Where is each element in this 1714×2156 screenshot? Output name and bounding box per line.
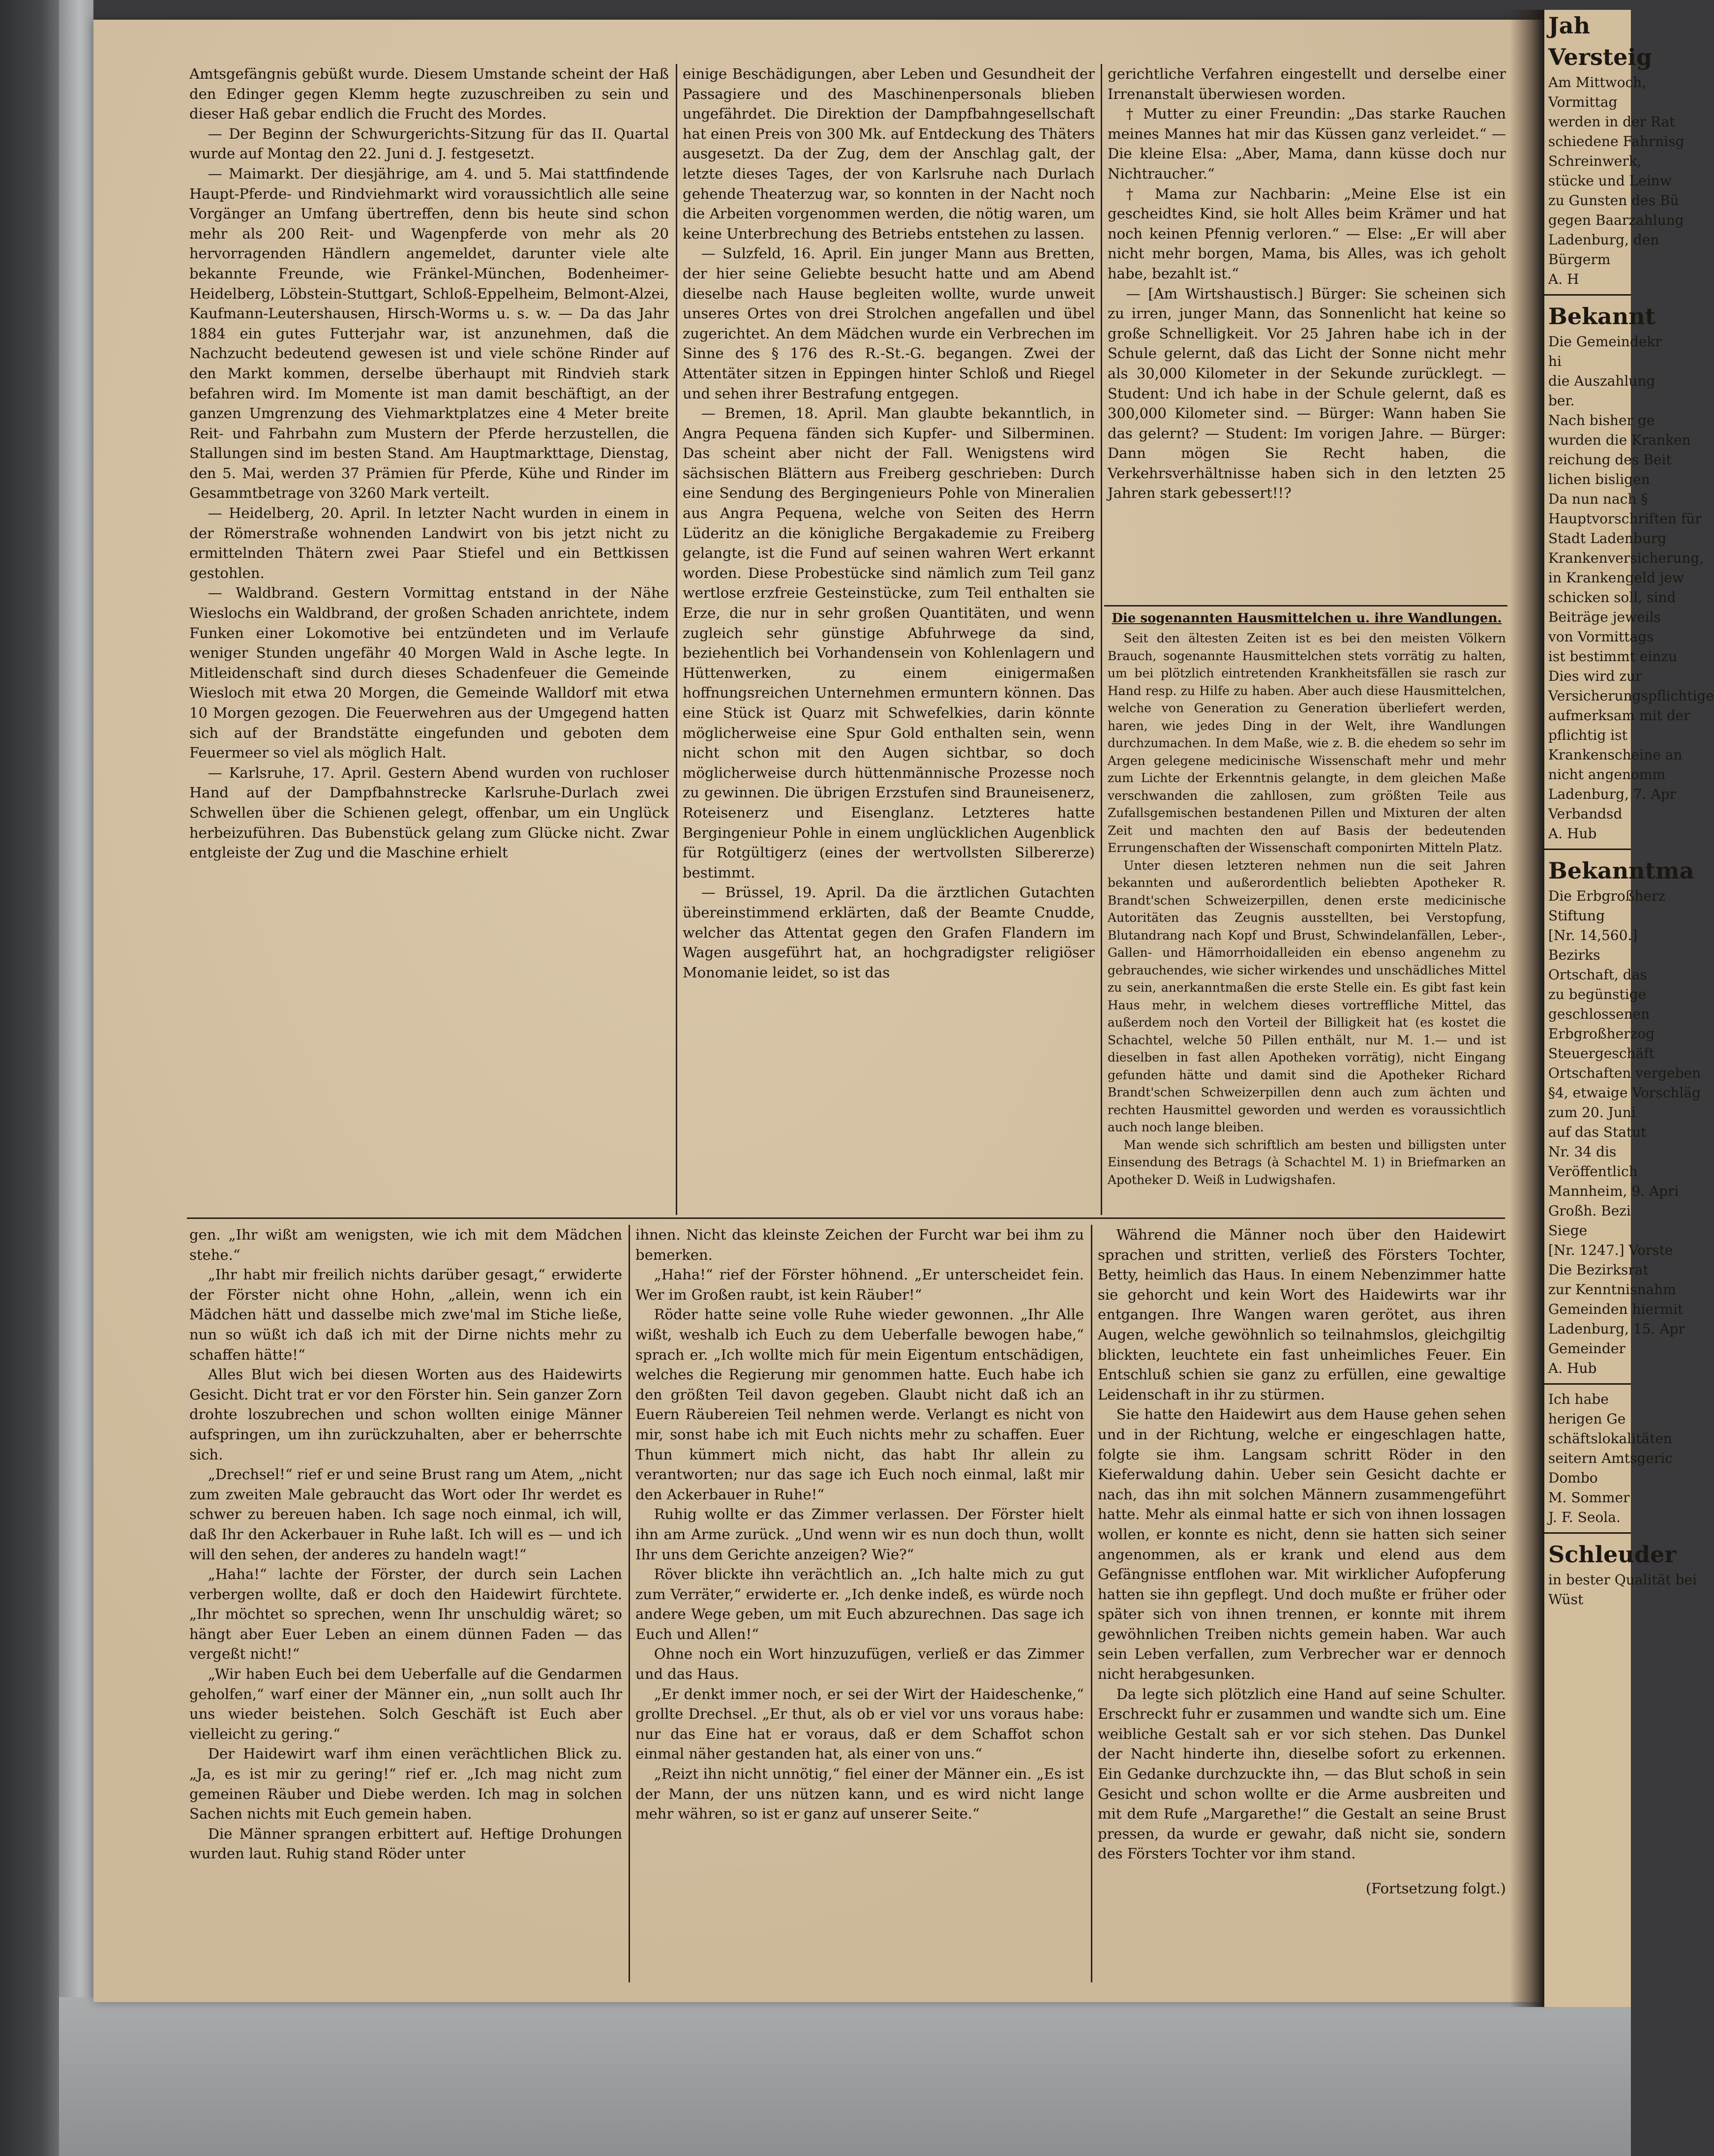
paragraph: — Maimarkt. Der diesjährige, am 4. und 5. Mai stattfindende Haupt-Pferde- und Rindviehmarkt wird voraussichtlich alle seine Vorgänger an Umfang übertreffen, denn bis heute sind schon mehr als 200 Reit- und Wagenpferde von mehr als 20 hervorragenden Händlern angemeldet, darunter viele alte bekannte Freunde, wie Fränkel-München, Bodenheimer-Heidelberg, Löbstein-Stuttgart, Schloß-Eppelheim, Belmont-Alzei, Kaufmann-Leutershausen, Hirsch-Worms u. s. w. — Da das Jahr 1884 ein gutes Futterjahr war, ist anzunehmen, daß die Nachzucht bedeutend gewesen ist und viele schöne Rinder auf den Markt kommen, derselbe überhaupt mit Rindvieh stark befahren wird. Im Momente ist man damit beschäftigt, an der ganzen Umgrenzung des Viehmarktplatzes eine 4 Meter breite Reit- und Fahrbahn zum Mustern der Pferde herzustellen, die Stallungen sind im besten Stand. Am Hauptmarkttage, Dienstag, den 5. Mai, werden 37 Prämien für Pferde, Kühe und Rinder im Gesammtbetrage von 3260 Mark verteilt.: [189, 165, 669, 502]
fragment-line: Schleuder: [1548, 1541, 1677, 1568]
fragment-line: Steuergeschäft: [1548, 1045, 1654, 1062]
fragment-line: Krankenscheine an: [1548, 747, 1683, 763]
fragment-line: Schreinwerk,: [1548, 153, 1642, 169]
paragraph: Alles Blut wich bei diesen Worten aus des Haidewirts Gesicht. Dicht trat er vor den Förster hin. Sein ganzer Zorn drohte loszubrechen und schon wollten einige Männer aufspringen, um ihn zurückzuhalten, aber er beherrschte sich.: [189, 1366, 622, 1463]
fragment-line: Bekanntma: [1548, 857, 1694, 884]
continued-note: (Fortsetzung folgt.): [1365, 1880, 1506, 1897]
paragraph: „Haha!“ rief der Förster höhnend. „Er unterscheidet fein. Wer im Großen raubt, ist kein Räuber!“: [635, 1266, 1084, 1303]
fragment-line: Ortschaft, das: [1548, 967, 1647, 983]
fragment-line: werden in der Rat: [1548, 114, 1675, 130]
paragraph: „Wir haben Euch bei dem Ueberfalle auf die Gendarmen geholfen,“ warf einer der Männer ein, „nun sollt auch Ihr uns wieder beistehen. Solch Geschäft ist Euch aber vielleicht zu gering.“: [189, 1666, 622, 1742]
fragment-line: Hauptvorschriften für: [1548, 511, 1702, 527]
ad-top-rule: [1104, 605, 1507, 607]
fragment-line: zu begünstige: [1548, 986, 1647, 1002]
fragment-line: Bürgerm: [1548, 251, 1611, 268]
fragment-line: stücke und Leinw: [1548, 173, 1672, 189]
fragment-line: [Nr. 14,560.]: [1548, 927, 1638, 943]
paragraph: einige Beschädigungen, aber Leben und Gesundheit der Passagiere und des Maschinenpersonals blieben ungefährdet. Die Direktion der Dampfbahngesellschaft hat einen Preis von 300 Mk. auf Entdeckung des Thäters ausgesetzt. Da der Zug, dem der Anschlag galt, der letzte dieses Tages, der von Karlsruhe nach Durlach gehende Theaterzug war, so konnten in der Nacht noch die Arbeiten vorgenommen werden, die nötig waren, um keine Unterbrechung des Betriebs entstehen zu lassen.: [683, 65, 1095, 242]
fragment-line: geschlossenen: [1548, 1006, 1650, 1022]
page-gutter: [1510, 10, 1544, 2007]
paragraph: „Reizt ihn nicht unnötig,“ fiel einer der Männer ein. „Es ist der Mann, der uns nützen kann, und es wird nicht lange mehr währen, so ist er ganz auf unserer Seite.“: [635, 1765, 1084, 1822]
fragment-line: zum 20. Juni: [1548, 1104, 1636, 1121]
fragment-line: Stadt Ladenburg: [1548, 530, 1667, 547]
fragment-line: Mannheim, 9. Apri: [1548, 1183, 1679, 1199]
fragment-line: Erbgroßherzog: [1548, 1026, 1655, 1042]
fragment-line: Versicherungspflichtige: [1548, 688, 1714, 704]
bottom-column-2: [635, 1225, 1084, 1982]
fragment-line: hi: [1548, 353, 1562, 369]
fragment-line: gegen Baarzahlung: [1548, 212, 1684, 228]
fragment-line: Bekannt: [1548, 303, 1655, 330]
fragment-line: §4, etwaige Vorschläg: [1548, 1085, 1701, 1101]
paragraph: „Er denkt immer noch, er sei der Wirt der Haideschenke,“ grollte Drechsel. „Er thut, als ob er viel vor uns voraus habe: nur das Eine hat er voraus, daß er dem Schaffot schon einmal näher gestanden hat, als einer von uns.“: [635, 1685, 1084, 1762]
fragment-line: reichung des Beit: [1548, 452, 1672, 468]
fragment-line: ber.: [1548, 393, 1575, 409]
fragment-line: Siege: [1548, 1222, 1588, 1239]
fragment-line: A. Hub: [1548, 1360, 1597, 1376]
top-column-2: [683, 64, 1095, 1215]
fragment-line: Ortschaften vergeben: [1548, 1065, 1701, 1081]
paragraph: — Bremen, 18. April. Man glaubte bekanntlich, in Angra Pequena fänden sich Kupfer- und Silberminen. Das scheint aber nicht der Fall. Wenigstens wird sächsischen Blättern aus Freiberg geschrieben: Durch eine Sendung des Bergingenieurs Pohle von Mineralien aus Angra Pequena, welche von Seiten des Herrn Lüderitz an die königliche Bergakademie zu Freiberg gelangte, ist die Fund auf seinen wahren Wert erkannt worden. Diese Probestücke sind nämlich zum Teil ganz wertlose erzfreie Gesteinstücke, zum Teil enthalten sie Erze, die nur in sehr großen Quantitäten, und wenn zugleich sehr günstige Abfuhrwege da sind, beziehentlich bei Vorhandensein von Kohlenlagern und Hüttenwerken, zu einem einigermaßen hoffnungsreichen Unternehmen ermuntern können. Das eine Stück ist Quarz mit Schwefelkies, darin könnte möglicherweise eine Spur Gold enthalten sein, wenn nicht schon mit den Augen sichtbar, so doch möglicherweise durch hüttenmännische Prozesse noch zu gewinnen. Die übrigen Erzstufen sind Brauneisenerz, Roteisenerz und Eisenglanz. Letzteres hatte Bergingenieur Pohle in einem unglücklichen Augenblick für Rotgültigerz (eines der wertvollsten Silbererze) bestimmt.: [683, 405, 1095, 881]
paragraph: Seit den ältesten Zeiten ist es bei den meisten Völkern Brauch, sogenannte Hausmittelchen stets vorrätig zu halten, um bei plötzlich eintretenden Krankheitsfällen sie rasch zur Hand resp. zu Hilfe zu haben. Aber auch diese Hausmittelchen, welche von Generation zu Generation überliefert werden, haren, wie jedes Ding in der Welt, ihre Wandlungen durchzumachen. In dem Maße, wie z. B. die ehedem so sehr im Argen gelegene medicinische Wissenschaft mehr und mehr zum Lichte der Erkenntnis gelangte, in dem gleichen Maße verschwanden die zahllosen, zum größten Teile aus Zufallsgemischen bestandenen Pillen und Mixturen der alten Zeit und machten den auf Basis der bedeutenden Errungenschaften der Wissenschaft componirten Mitteln Platz.: [1108, 631, 1506, 855]
fragment-line: Krankenversicherung,: [1548, 550, 1704, 566]
column-rule-bottom-2: [1091, 1225, 1092, 1982]
paragraph: Der Haidewirt warf ihm einen verächtlichen Blick zu. „Ja, es ist mir zu gering!“ rief er. „Ich mag nicht zum gemeinen Räuber und Diebe werden. Ich mag in solchen Sachen nichts mit Euch gemein haben.: [189, 1745, 622, 1822]
fragment-line: Nr. 34 dis: [1548, 1144, 1617, 1160]
fragment-line: Da nun nach §: [1548, 491, 1648, 507]
paragraph: Während die Männer noch über den Haidewirt sprachen und stritten, verließ des Försters Tochter, Betty, heimlich das Haus. In einem Nebenzimmer hatte sie gehorcht und kein Wort des Haidewirts war ihr entgangen. Ihre Wangen waren gerötet, aus ihren Augen, welche gewöhnlich so teilnahmslos, gleichgiltig blickten, leuchtete ein fast unheimliches Feuer. Ein Entschluß schien sie ganz zu erfüllen, eine gewaltige Leidenschaft in ihr zu stürmen.: [1098, 1226, 1506, 1403]
fragment-line: A. H: [1548, 271, 1579, 287]
fragment-line: Bezirks: [1548, 947, 1600, 963]
fragment-line: A. Hub: [1548, 825, 1597, 842]
paragraph: „Haha!“ lachte der Förster, der durch sein Lachen verbergen wollte, daß er doch den Haidewirt fürchtete. „Ihr möchtet so sprechen, wenn Ihr unschuldig wäret; so hängt aber Euer Leben an einem dünnen Faden — das vergeßt nicht!“: [189, 1566, 622, 1663]
binder-edge: [59, 0, 93, 2156]
paragraph: — [Am Wirtshaustisch.] Bürger: Sie scheinen sich zu irren, junger Mann, das Sonnenlicht hat keine so große Schnelligkeit. Vor 25 Jahren habe ich in der Schule gelernt, daß das Licht der Sonne nicht mehr als 30,000 Kilometer in der Sekunde zurücklegt. — Student: Und ich habe in der Schule gelernt, daß es 300,000 Kilometer sind. — Bürger: Wann haben Sie das gelernt? — Student: Im vorigen Jahre. — Bürger: Dann mögen Sie Recht haben, die Verkehrsverhältnisse haben sich in den letzten 25 Jahren stark gebessert!!?: [1108, 285, 1506, 502]
fragment-line: Ladenburg, den: [1548, 232, 1659, 248]
fragment-line: schicken soll, sind: [1548, 589, 1676, 606]
fragment-line: Am Mittwoch,: [1548, 74, 1647, 91]
paragraph: Amtsgefängnis gebüßt wurde. Diesem Umstande scheint der Haß den Edinger gegen Klemm hegte zuzuschreiben zu sein und dieser Haß gebar endlich die Frucht des Mordes.: [189, 65, 669, 122]
paragraph: „Ihr habt mir freilich nichts darüber gesagt,“ erwiderte der Förster nicht ohne Hohn, „allein, wenn ich ein Mädchen hätt und dasselbe mich zwe'mal im Stiche ließe, nun so wüßt ich daß ich mit der Dirne nichts mehr zu schaffen hätte!“: [189, 1266, 622, 1363]
fragment-line: in bester Qualität bei: [1548, 1572, 1697, 1588]
fragment-line: die Auszahlung: [1548, 373, 1655, 389]
fragment-line: Verbandsd: [1548, 806, 1623, 822]
fragment-line: pflichtig ist: [1548, 727, 1627, 743]
paragraph: gen. „Ihr wißt am wenigsten, wie ich mit dem Mädchen stehe.“: [189, 1226, 622, 1263]
fragment-line: aufmerksam mit der: [1548, 707, 1690, 724]
fragment-line: auf das Statut: [1548, 1124, 1647, 1140]
paragraph: Unter diesen letzteren nehmen nun die seit Jahren bekannten und außerordentlich beliebten Apotheker R. Brandt'schen Schweizerpillen, denen erste medicinische Autoritäten das Zeugnis ausstellten, bei Verstopfung, Blutandrang nach Kopf und Brust, Schwindelanfällen, Leber-, Gallen- und Hämorrhoidalleiden ein ebenso angenehm zu gebrauchendes, wie sicher wirkendes und unschädliches Mittel zu sein, anerkanntmaßen die erste Stelle ein. Es gibt fast kein Haus mehr, in welchem dieses vortreffliche Mittel, das außerdem noch den Vorteil der Billigkeit hat (es kostet die Schachtel, welche 50 Pillen enthält, nur M. 1.— und ist dieselben in fast allen Apotheken vorrätig), nicht Eingang gefunden hätte und damit sind die Apotheker Richard Brandt'schen Schweizerpillen denn auch zum ächten und rechten Hausmittel geworden und werden es voraussichtlich auch noch lange bleiben.: [1108, 858, 1506, 1134]
fragment-line: Großh. Bezi: [1548, 1203, 1631, 1219]
fragment-rule: [1544, 1532, 1631, 1534]
column-rule-top-2: [1101, 64, 1102, 1215]
paragraph: ihnen. Nicht das kleinste Zeichen der Furcht war bei ihm zu bemerken.: [635, 1226, 1084, 1263]
fragment-line: [Nr. 1247.] Vorste: [1548, 1242, 1673, 1258]
ad-body: [1108, 630, 1506, 1188]
fragment-line: lichen bisligen: [1548, 471, 1650, 487]
fragment-line: herigen Ge: [1548, 1411, 1626, 1427]
paragraph: „Drechsel!“ rief er und seine Brust rang um Atem, „nicht zum zweiten Male gebraucht das Wort oder Ihr werdet es schwer zu bereuen haben. Ich sage noch einmal, ich will, daß Ihr den Ackerbauer in Ruhe laßt. Ich will es — und ich will den sehen, der anderes zu handeln wagt!“: [189, 1466, 622, 1563]
paragraph: Man wende sich schriftlich am besten und billigsten unter Einsendung des Betrags (à Schachtel M. 1) in Briefmarken an Apotheker D. Weiß in Ludwigshafen.: [1108, 1137, 1506, 1187]
fragment-line: zu Gunsten des Bü: [1548, 192, 1679, 209]
fragment-line: schiedene Fahrnisg: [1548, 133, 1684, 150]
fragment-line: Wüst: [1548, 1591, 1584, 1608]
fragment-line: Die Bezirksrat: [1548, 1262, 1649, 1278]
fragment-line: Ladenburg, 7. Apr: [1548, 786, 1677, 802]
binder-bottom: [59, 1997, 1631, 2156]
fragment-line: ist bestimmt einzu: [1548, 648, 1678, 665]
fragment-line: Versteig: [1548, 44, 1653, 70]
fragment-line: schäftslokalitäten: [1548, 1430, 1672, 1447]
fragment-line: Vormittag: [1548, 94, 1618, 110]
fragment-line: Veröffentlich: [1548, 1163, 1638, 1180]
paragraph: — Karlsruhe, 17. April. Gestern Abend wurden von ruchloser Hand auf der Dampfbahnstrecke Karlsruhe-Durlach zwei Schwellen über die Schienen gelegt, offenbar, um ein Unglück herbeizuführen. Das Bubenstück gelang zum Glücke nicht. Zwar entgleiste der Zug und die Maschine erhielt: [189, 764, 669, 861]
fragment-line: Die Erbgroßherz: [1548, 888, 1666, 904]
bottom-column-1: [189, 1225, 622, 1982]
fragment-line: Die Gemeindekr: [1548, 334, 1662, 350]
fragment-line: in Krankengeld jew: [1548, 570, 1684, 586]
fragment-line: Dies wird zur: [1548, 668, 1642, 684]
paragraph: Sie hatte den Haidewirt aus dem Hause gehen sehen und in der Richtung, welche er eingeschlagen hatte, folgte sie ihm. Langsam schritt Röder in den Kieferwaldung dahin. Ueber sein Gesicht dachte er nach, das ihn mit solchen Männern zusammengeführt hatte. Mehr als einmal hatte er sich von ihnen lossagen wollen, er konnte es nicht, denn sie hatten sich seiner angenommen, als er krank und elend aus dem Gefängnisse entflohen war. Mit wirklicher Aufopferung hatten sie ihn gepflegt. Und doch mußte er früher oder später sich von ihnen trennen, er konnte mit ihrem gewöhnlichen Treiben nichts gemein haben. War auch sein Leben verfallen, zum Verbrecher war er dennoch nicht herabgesunken.: [1098, 1406, 1506, 1683]
paragraph: Die Männer sprangen erbittert auf. Heftige Drohungen wurden laut. Ruhig stand Röder unter: [189, 1825, 622, 1862]
paragraph: — Heidelberg, 20. April. In letzter Nacht wurden in einem in der Römerstraße wohnenden Landwirt von bis jetzt nicht zu ermittelnden Thätern zwei Paar Stiefel und ein Bettkissen gestohlen.: [189, 505, 669, 581]
paragraph: — Brüssel, 19. April. Da die ärztlichen Gutachten übereinstimmend erklärten, daß der Beamte Cnudde, welcher das Attentat gegen den Grafen Flandern im Wagen ausgeführt hat, an hochgradigster religiöser Monomanie leidet, so ist das: [683, 884, 1095, 981]
fragment-line: Gemeinden hiermit: [1548, 1301, 1684, 1317]
paragraph: Ruhig wollte er das Zimmer verlassen. Der Förster hielt ihn am Arme zurück. „Und wenn wir es nun doch thun, wollt Ihr uns dem Gerichte anzeigen? Wie?“: [635, 1506, 1084, 1563]
paragraph: gerichtliche Verfahren eingestellt und derselbe einer Irrenanstalt überwiesen worden.: [1108, 65, 1506, 102]
fragment-line: Dombo: [1548, 1470, 1598, 1486]
fragment-line: Ich habe: [1548, 1391, 1609, 1407]
fragment-rule: [1544, 849, 1631, 850]
ad-heading: Die sogenannten Hausmittelchen u. ihre Wandlungen.: [1112, 611, 1502, 626]
paragraph: Da legte sich plötzlich eine Hand auf seine Schulter. Erschreckt fuhr er zusammen und wandte sich um. Eine weibliche Gestalt sah er vor sich stehen. Das Dunkel der Nacht hinderte ihn, dieselbe sofort zu erkennen. Ein Gedanke durchzuckte ihn, — das Blut schoß in sein Gesicht und schon wollte er die Arme ausbreiten und mit dem Rufe „Margarethe!“ die Gestalt an seine Brust pressen, da wurde er gewahr, daß nicht sie, sondern des Försters Tochter vor ihm stand.: [1098, 1685, 1506, 1862]
fragment-line: J. F. Seola.: [1548, 1509, 1621, 1525]
paragraph: — Waldbrand. Gestern Vormittag entstand in der Nähe Wieslochs ein Waldbrand, der großen Schaden anrichtete, indem Funken einer Lokomotive bei entzündeten und im Verlaufe weniger Stunden ungefähr 40 Morgen Wald in Asche legte. In Mitleidenschaft sind durch dieses Schadenfeuer die Gemeinde Wiesloch mit etwa 20 Morgen, die Gemeinde Walldorf mit etwa 10 Morgen gezogen. Die Feuerwehren aus der Umgegend hatten sich auf der Brandstätte eingefunden und geboten dem Feuermeer so viel als möglich Halt.: [189, 584, 669, 761]
binder-board: [0, 0, 59, 2156]
fragment-line: Stiftung: [1548, 908, 1605, 924]
fragment-rule: [1544, 1383, 1631, 1385]
fragment-line: von Vormittags: [1548, 629, 1654, 645]
top-column-3: [1108, 64, 1506, 600]
top-column-1: [189, 64, 669, 1215]
paragraph: — Der Beginn der Schwurgerichts-Sitzung für das II. Quartal wurde auf Montag den 22. Juni d. J. festgesetzt.: [189, 125, 669, 162]
bottom-column-3: [1098, 1225, 1506, 1982]
fragment-line: nicht angenomm: [1548, 766, 1666, 783]
adjacent-page-fragment: [1544, 10, 1714, 2007]
bottom-column-3-text: [1098, 1225, 1506, 1864]
paragraph: † Mama zur Nachbarin: „Meine Else ist ein gescheidtes Kind, sie holt Alles beim Krämer und hat noch keinen Pfennig verloren.“ — Else: „Er will aber nicht mehr borgen, Mama, bis Alles, was ich geholt habe, bezahlt ist.“: [1108, 185, 1506, 282]
fragment-line: Jah: [1548, 12, 1591, 39]
column-rule-top-1: [676, 64, 677, 1215]
fragment-line: Gemeinder: [1548, 1340, 1625, 1357]
column-rule-bottom-1: [629, 1225, 630, 1982]
fragment-line: wurden die Kranken: [1548, 432, 1691, 448]
paragraph: — Sulzfeld, 16. April. Ein junger Mann aus Bretten, der hier seine Geliebte besucht hatte und am Abend dieselbe nach Hause begleiten wollte, wurde unweit unseres Ortes von drei Strolchen angefallen und übel zugerichtet. An dem Mädchen wurde ein Verbrechen im Sinne des § 176 des R.-St.-G. begangen. Zwei der Attentäter sitzen in Eppingen hinter Schloß und Riegel und sehen ihrer Bestrafung entgegen.: [683, 245, 1095, 402]
paragraph: Röder hatte seine volle Ruhe wieder gewonnen. „Ihr Alle wißt, weshalb ich Euch zu dem Ueberfalle bewogen habe,“ sprach er. „Ich wollte mich für mein Eigentum entschädigen, welches die Regierung mir genommen hatte. Euch habe ich den größten Teil davon gegeben. Glaubt nicht daß ich an Euern Räubereien Teil nehmen werde. Verlangt es nicht von mir, sonst habe ich mit Euch nichts mehr zu schaffen. Euer Thun kümmert mich nicht, das habt Ihr allein zu verantworten; nur das sage ich Euch noch einmal, laßt mir den Ackerbauer in Ruhe!“: [635, 1306, 1084, 1503]
fragment-line: seitern Amtsgeric: [1548, 1450, 1673, 1466]
section-rule: [187, 1217, 1505, 1219]
fragment-line: Nach bisher ge: [1548, 412, 1655, 428]
top-column-3-ad: [1108, 610, 1506, 1215]
paragraph: † Mutter zu einer Freundin: „Das starke Rauchen meines Mannes hat mir das Küssen ganz verleidet.“ — Die kleine Elsa: „Aber, Mama, dann küsse doch nur Nichtraucher.“: [1108, 105, 1506, 182]
paragraph: Ohne noch ein Wort hinzuzufügen, verließ er das Zimmer und das Haus.: [635, 1645, 1084, 1683]
fragment-line: Beiträge jeweils: [1548, 609, 1661, 625]
fragment-line: Ladenburg, 15. Apr: [1548, 1321, 1685, 1337]
fragment-line: zur Kenntnisnahm: [1548, 1281, 1676, 1298]
fragment-line: M. Sommer: [1548, 1489, 1630, 1506]
fragment-rule: [1544, 294, 1631, 296]
paragraph: Röver blickte ihn verächtlich an. „Ich halte mich zu gut zum Verräter,“ erwiderte er. „Ich denke indeß, es würde noch andere Wege geben, um mit Euch abzurechnen. Das sage ich Euch und Allen!“: [635, 1566, 1084, 1642]
